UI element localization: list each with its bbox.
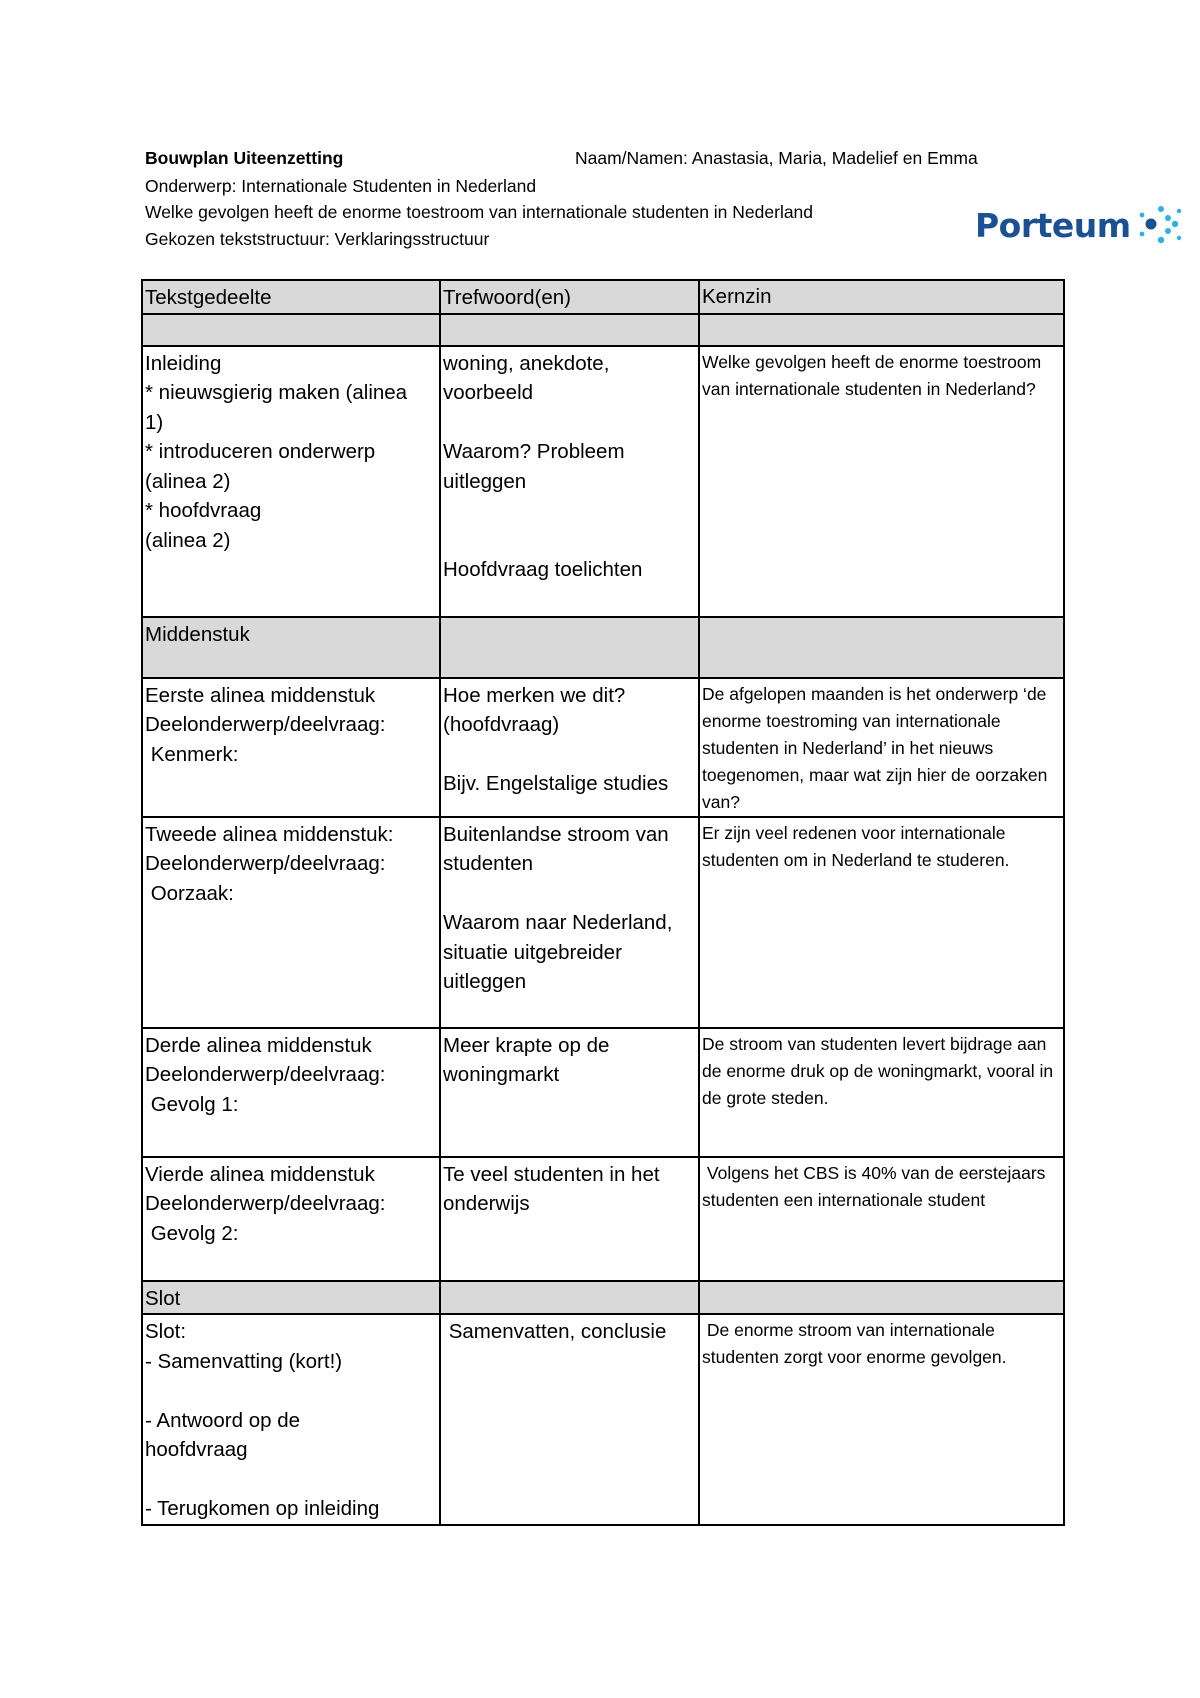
- column-header: Tekstgedeelte: [142, 280, 440, 314]
- header-names: Naam/Namen: Anastasia, Maria, Madelief en Emma: [575, 148, 978, 168]
- keywords-cell: Meer krapte op de woningmarkt: [440, 1028, 699, 1157]
- table-row: [142, 1157, 1064, 1281]
- section-cell: Eerste alinea middenstuk Deelonderwerp/deelvraag: Kenmerk:: [142, 678, 440, 817]
- column-header: Trefwoord(en): [440, 280, 699, 314]
- section-cell: Inleiding * nieuwsgierig maken (alinea 1) * introduceren onderwerp (alinea 2) * hoofdvraag (alinea 2): [142, 346, 440, 617]
- keywords-cell: Samenvatten, conclusie: [440, 1314, 699, 1525]
- keywords-cell: Buitenlandse stroom van studenten Waarom naar Nederland, situatie uitgebreider uitleggen: [440, 817, 699, 1028]
- column-header: Kernzin: [699, 280, 1064, 314]
- sparkle-dots-icon: [1137, 200, 1183, 250]
- header-title: Bouwplan Uiteenzetting: [145, 148, 344, 168]
- kernzin-cell: Volgens het CBS is 40% van de eerstejaars studenten een internationale student: [699, 1157, 1064, 1281]
- kernzin-cell: Welke gevolgen heeft de enorme toestroom van internationale studenten in Nederland?: [699, 346, 1064, 617]
- header-subject: Onderwerp: Internationale Studenten in Nederland: [145, 176, 537, 196]
- section-cell: Vierde alinea middenstuk Deelonderwerp/deelvraag: Gevolg 2:: [142, 1157, 440, 1281]
- table-row: [142, 1028, 1064, 1157]
- keywords-cell: woning, anekdote, voorbeeld Waarom? Probleem uitleggen Hoofdvraag toelichten: [440, 346, 699, 617]
- section-cell: Derde alinea middenstuk Deelonderwerp/deelvraag: Gevolg 1:: [142, 1028, 440, 1157]
- section-cell: Middenstuk: [142, 617, 440, 678]
- section-cell: Slot: [142, 1281, 440, 1315]
- kernzin-cell: De afgelopen maanden is het onderwerp ‘de enorme toestroming van internationale studenten in Nederland’ in het nieuws toegenomen, maar wat zijn hier de oorzaken van?: [699, 678, 1064, 817]
- logo-text: Porteum: [975, 205, 1131, 245]
- table-row-section-middenstuk: [142, 617, 1064, 678]
- table-spacer-row: [142, 314, 1064, 346]
- porteum-logo: [975, 196, 1185, 254]
- table-row: [142, 1314, 1064, 1525]
- table-row: [142, 678, 1064, 817]
- section-cell: Tweede alinea middenstuk: Deelonderwerp/deelvraag: Oorzaak:: [142, 817, 440, 1028]
- table-header-row: [142, 280, 1064, 314]
- kernzin-cell: Er zijn veel redenen voor internationale studenten om in Nederland te studeren.: [699, 817, 1064, 1028]
- kernzin-cell: De enorme stroom van internationale studenten zorgt voor enorme gevolgen.: [699, 1314, 1064, 1525]
- section-cell: Slot: - Samenvatting (kort!) - Antwoord op de hoofdvraag - Terugkomen op inleiding: [142, 1314, 440, 1525]
- keywords-cell: Te veel studenten in het onderwijs: [440, 1157, 699, 1281]
- table-row: [142, 346, 1064, 617]
- table-row-section-slot: [142, 1281, 1064, 1315]
- keywords-cell: Hoe merken we dit? (hoofdvraag) Bijv. Engelstalige studies: [440, 678, 699, 817]
- bouwplan-table: [141, 279, 1065, 1526]
- header-structure: Gekozen tekststructuur: Verklaringsstructuur: [145, 229, 490, 249]
- table-row: [142, 817, 1064, 1028]
- header-question: Welke gevolgen heeft de enorme toestroom van internationale studenten in Nederland: [145, 202, 814, 222]
- kernzin-cell: De stroom van studenten levert bijdrage aan de enorme druk op de woningmarkt, vooral in de grote steden.: [699, 1028, 1064, 1157]
